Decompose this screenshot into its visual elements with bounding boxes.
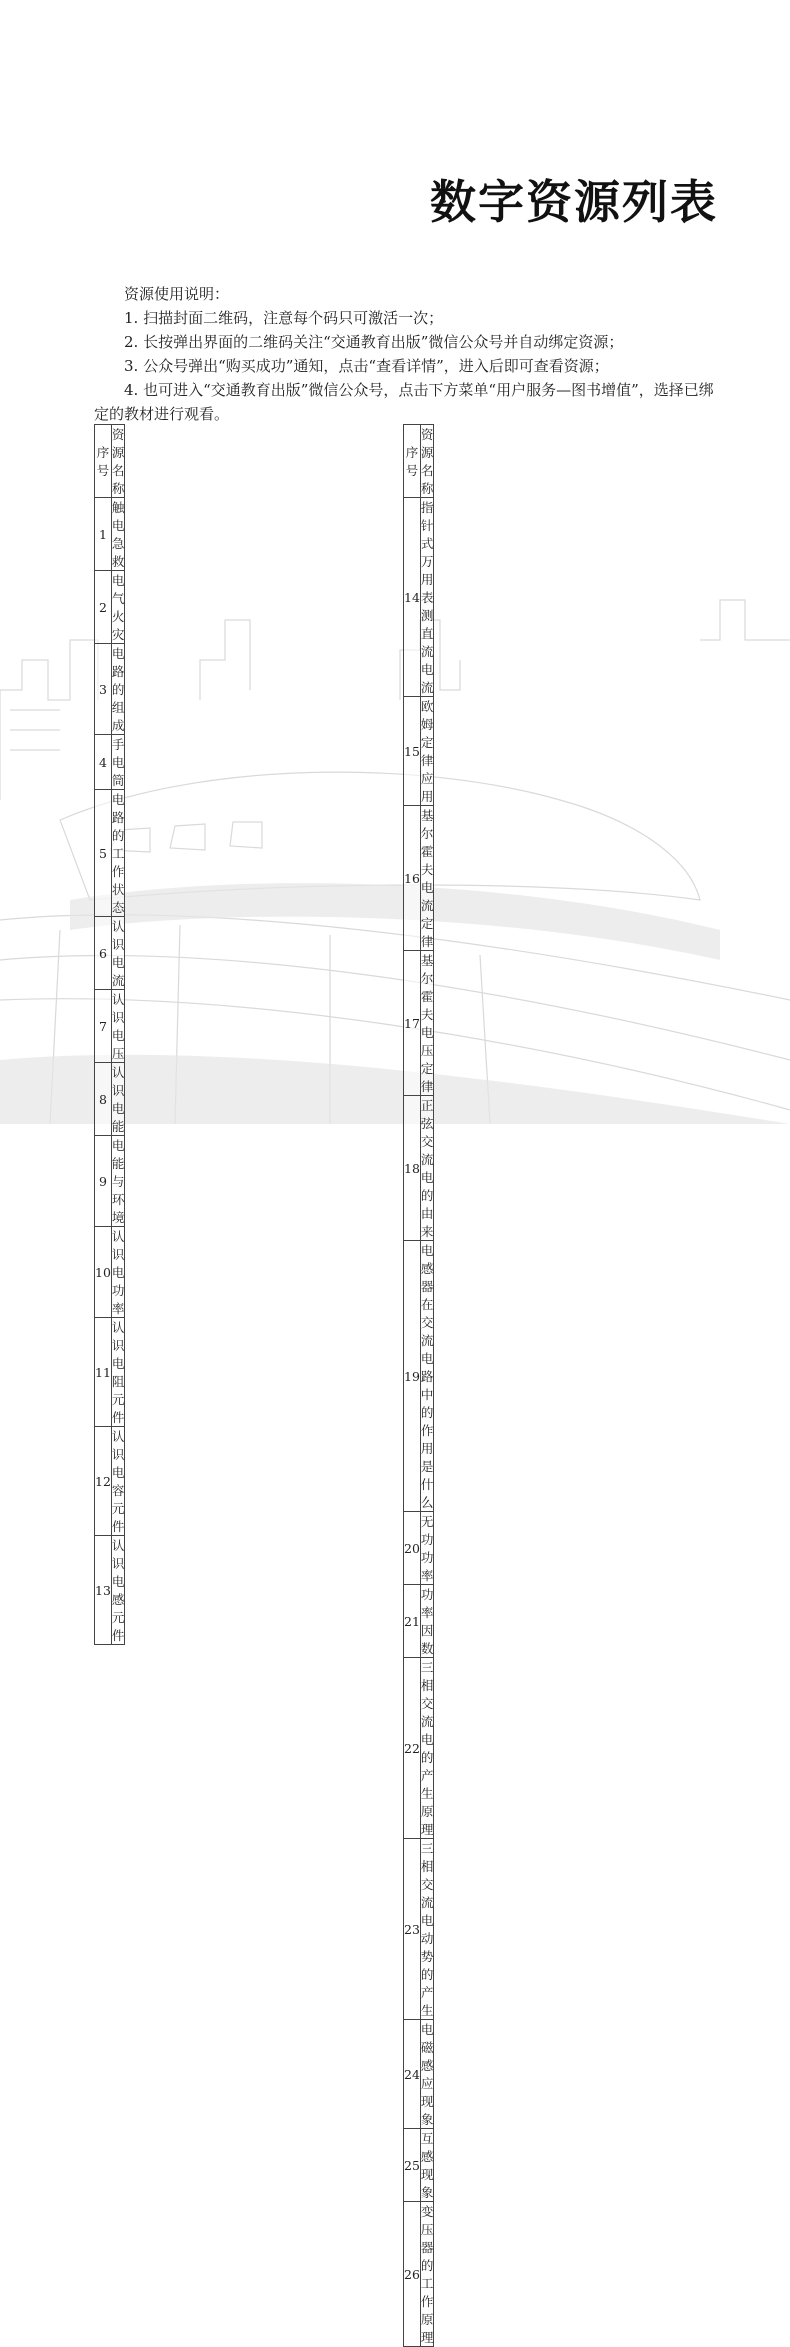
- resource-seq: 7: [95, 990, 112, 1063]
- table-row: [95, 917, 125, 990]
- resource-seq: 21: [404, 1585, 421, 1658]
- resource-seq: 11: [95, 1318, 112, 1427]
- resource-name: 欧姆定律应用: [420, 697, 434, 806]
- table-row: [95, 571, 125, 644]
- resource-name: 认识电感元件: [111, 1536, 125, 1645]
- table-row: [95, 990, 125, 1063]
- resource-name: 认识电功率: [111, 1227, 125, 1318]
- instructions-heading: 资源使用说明：: [124, 285, 230, 303]
- table-row: [404, 1585, 434, 1658]
- instruction-item: 3. 公众号弹出“购买成功”通知，点击“查看详情”，进入后即可查看资源；: [124, 357, 609, 375]
- table-row: [95, 735, 125, 790]
- resource-name: 电路的工作状态: [111, 790, 125, 917]
- resource-name: 触电急救: [111, 498, 125, 571]
- resource-seq: 17: [404, 951, 421, 1096]
- table-row: [95, 1227, 125, 1318]
- resource-seq: 4: [95, 735, 112, 790]
- table-row: [404, 2129, 434, 2202]
- resource-seq: 2: [95, 571, 112, 644]
- resource-name: 指针式万用表测直流电流: [420, 498, 434, 697]
- table-row: [404, 1658, 434, 1839]
- resource-name: 电路的组成: [111, 644, 125, 735]
- table-row: [95, 1136, 125, 1227]
- table-row: [95, 1063, 125, 1136]
- resource-seq: 25: [404, 2129, 421, 2202]
- table-header-row: [404, 425, 434, 498]
- resource-name: 基尔霍夫电压定律: [420, 951, 434, 1096]
- resource-name: 认识电阻元件: [111, 1318, 125, 1427]
- resource-name: 互感现象: [420, 2129, 434, 2202]
- table-row: [95, 498, 125, 571]
- table-row: [95, 1427, 125, 1536]
- resource-name: 正弦交流电的由来: [420, 1096, 434, 1241]
- resource-seq: 15: [404, 697, 421, 806]
- resource-name: 认识电压: [111, 990, 125, 1063]
- table-row: [404, 697, 434, 806]
- table-row: [404, 806, 434, 951]
- resource-seq: 13: [95, 1536, 112, 1645]
- resource-name: 认识电流: [111, 917, 125, 990]
- usage-instructions: [94, 282, 716, 426]
- resource-seq: 22: [404, 1658, 421, 1839]
- instruction-item: 2. 长按弹出界面的二维码关注“交通教育出版”微信公众号并自动绑定资源；: [124, 333, 624, 351]
- resource-table-right: [403, 424, 434, 2347]
- instruction-item: 1. 扫描封面二维码，注意每个码只可激活一次；: [124, 309, 444, 327]
- resource-seq: 24: [404, 2020, 421, 2129]
- resource-seq: 1: [95, 498, 112, 571]
- resource-seq: 20: [404, 1512, 421, 1585]
- table-row: [95, 644, 125, 735]
- header-seq: 序号: [95, 425, 112, 498]
- table-row: [95, 1318, 125, 1427]
- resource-seq: 16: [404, 806, 421, 951]
- resource-seq: 12: [95, 1427, 112, 1536]
- resource-seq: 6: [95, 917, 112, 990]
- resource-seq: 19: [404, 1241, 421, 1512]
- table-row: [404, 951, 434, 1096]
- resource-name: 三相交流电的产生原理: [420, 1658, 434, 1839]
- table-row: [404, 1512, 434, 1585]
- page-title: 数字资源列表: [430, 175, 718, 229]
- resource-seq: 3: [95, 644, 112, 735]
- resource-name: 功率因数: [420, 1585, 434, 1658]
- table-row: [404, 2020, 434, 2129]
- resource-table-left: [94, 424, 125, 1645]
- table-row: [404, 1839, 434, 2020]
- table-row: [95, 1536, 125, 1645]
- header-seq: 序号: [404, 425, 421, 498]
- resource-name: 电能与环境: [111, 1136, 125, 1227]
- resource-name: 认识电能: [111, 1063, 125, 1136]
- resource-seq: 9: [95, 1136, 112, 1227]
- resource-name: 变压器的工作原理: [420, 2202, 434, 2347]
- resource-seq: 10: [95, 1227, 112, 1318]
- table-row: [404, 1241, 434, 1512]
- resource-name: 电感器在交流电路中的作用是什么: [420, 1241, 434, 1512]
- resource-seq: 14: [404, 498, 421, 697]
- table-row: [95, 790, 125, 917]
- table-row: [404, 498, 434, 697]
- header-name: 资源名称: [420, 425, 434, 498]
- resource-seq: 23: [404, 1839, 421, 2020]
- instruction-item: 4. 也可进入“交通教育出版”微信公众号，点击下方菜单“用户服务—图书增值”，选择已绑定的教材进行观看。: [94, 381, 714, 423]
- resource-seq: 26: [404, 2202, 421, 2347]
- resource-name: 基尔霍夫电流定律: [420, 806, 434, 951]
- header-name: 资源名称: [111, 425, 125, 498]
- resource-name: 认识电容元件: [111, 1427, 125, 1536]
- resource-name: 无功功率: [420, 1512, 434, 1585]
- resource-seq: 8: [95, 1063, 112, 1136]
- resource-name: 三相交流电动势的产生: [420, 1839, 434, 2020]
- resource-name: 手电筒: [111, 735, 125, 790]
- resource-name: 电气火灾: [111, 571, 125, 644]
- resource-seq: 18: [404, 1096, 421, 1241]
- resource-seq: 5: [95, 790, 112, 917]
- resource-name: 电磁感应现象: [420, 2020, 434, 2129]
- table-row: [404, 1096, 434, 1241]
- table-header-row: [95, 425, 125, 498]
- table-row: [404, 2202, 434, 2347]
